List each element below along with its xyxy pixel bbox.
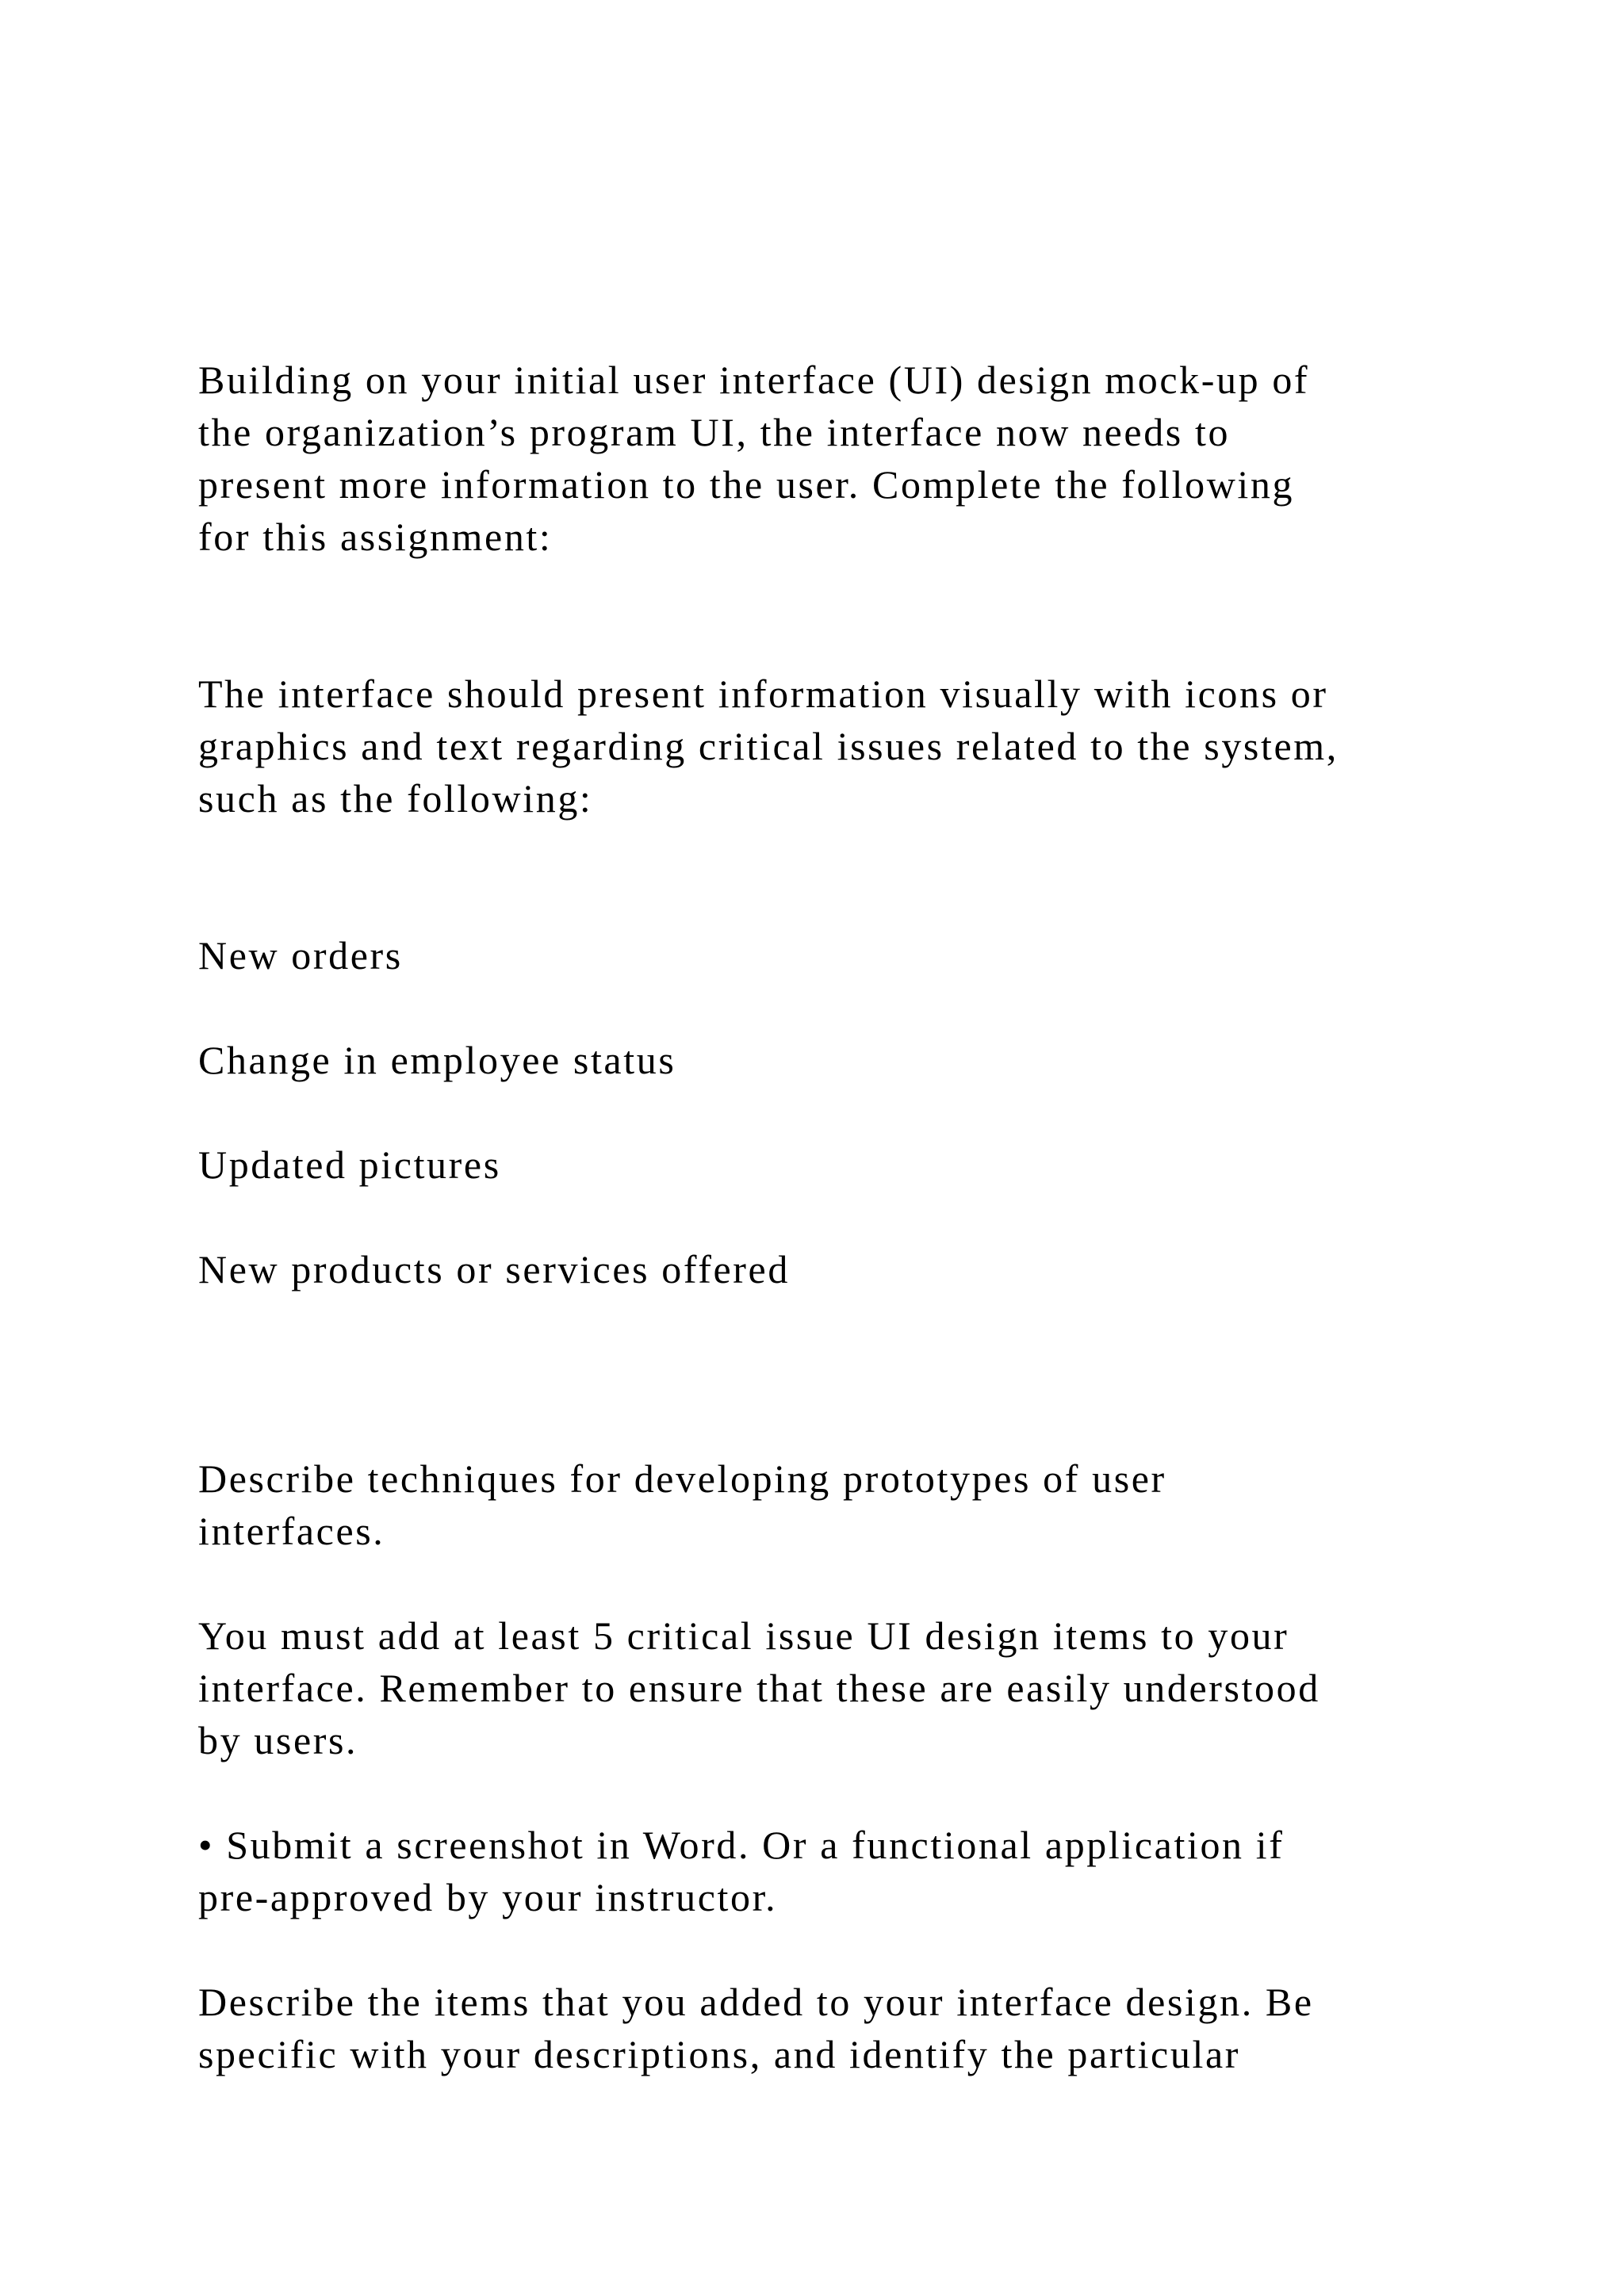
submit-line-1: • Submit a screenshot in Word. Or a functional application if: [198, 1823, 1285, 1867]
list-item-employee-status: Change in employee status: [198, 1038, 676, 1082]
must-add-line-1: You must add at least 5 critical issue UI design items to your: [198, 1613, 1289, 1658]
intro-line-4: for this assignment:: [198, 515, 553, 559]
describe-items-line-1: Describe the items that you added to your interface design. Be: [198, 1980, 1314, 2024]
must-add-line-2: interface. Remember to ensure that these are easily understood: [198, 1666, 1320, 1710]
describe-techniques-line-2: interfaces.: [198, 1509, 385, 1553]
describe-items-line-2: specific with your descriptions, and identify the particular: [198, 2032, 1240, 2076]
intro-line-2: the organization’s program UI, the interface now needs to: [198, 410, 1231, 454]
list-item-new-orders: New orders: [198, 933, 403, 978]
intro-line-1: Building on your initial user interface (UI) design mock-up of: [198, 358, 1310, 402]
intro-line-3: present more information to the user. Complete the following: [198, 462, 1295, 507]
describe-techniques-line-1: Describe techniques for developing prototypes of user: [198, 1456, 1166, 1501]
list-item-new-products: New products or services offered: [198, 1247, 790, 1292]
submit-line-2: pre-approved by your instructor.: [198, 1875, 778, 1919]
present-info-line-1: The interface should present information visually with icons or: [198, 672, 1328, 716]
present-info-line-3: such as the following:: [198, 776, 593, 821]
list-item-updated-pictures: Updated pictures: [198, 1142, 501, 1187]
must-add-line-3: by users.: [198, 1718, 358, 1762]
present-info-line-2: graphics and text regarding critical issues related to the system,: [198, 724, 1339, 768]
